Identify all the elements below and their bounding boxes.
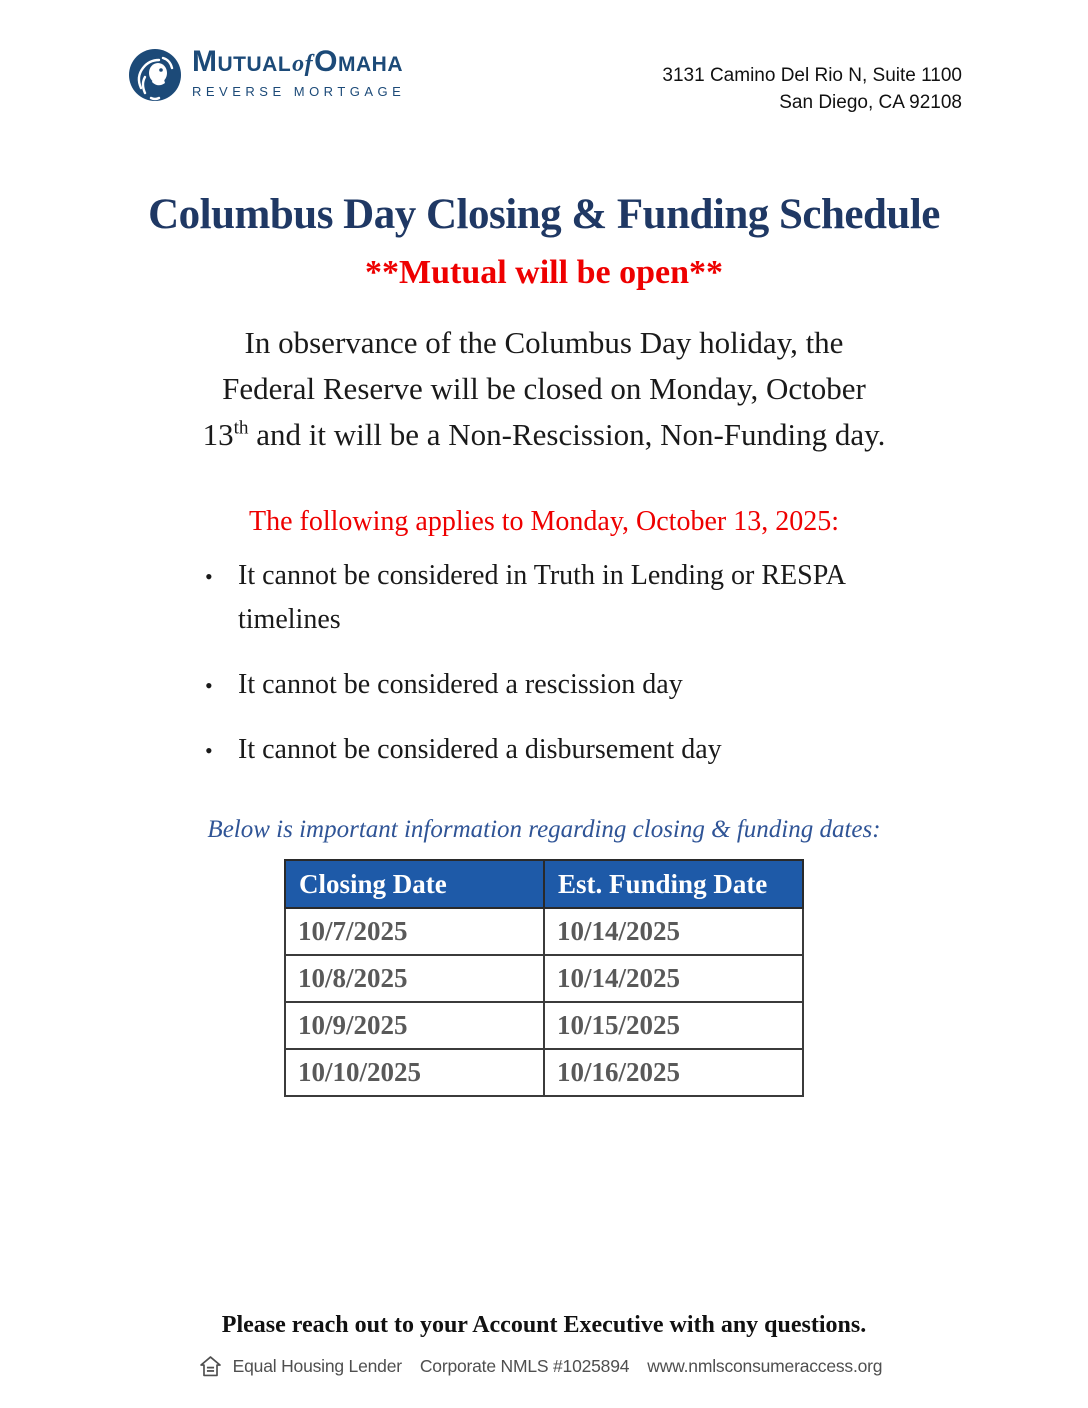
funding-date-cell: 10/16/2025	[544, 1049, 803, 1096]
closing-date-header: Closing Date	[285, 860, 544, 908]
company-address	[662, 46, 962, 116]
closing-date-cell: 10/10/2025	[285, 1049, 544, 1096]
applies-heading: The following applies to Monday, October 13, 2025:	[249, 506, 839, 537]
mutual-of-omaha-logo	[128, 46, 405, 104]
brand-mutual: Mutual	[192, 45, 292, 78]
bullet-item: • It cannot be considered a disbursement day	[205, 728, 870, 772]
closing-date-cell: 10/8/2025	[285, 955, 544, 1002]
table-row	[285, 1049, 803, 1096]
intro-line-3	[0, 412, 1088, 458]
table-header-row	[285, 860, 803, 908]
page-title: Columbus Day Closing & Funding Schedule	[148, 191, 940, 238]
intro-paragraph	[0, 320, 1088, 458]
bullet-item: • It cannot be considered a rescission day	[205, 663, 870, 707]
intro-line-3-date: 13	[202, 417, 234, 452]
brand-tagline: REVERSE MORTGAGE	[192, 84, 406, 99]
applies-bullet-list	[205, 554, 870, 772]
page-subtitle: **Mutual will be open**	[365, 254, 723, 291]
table-row	[285, 908, 803, 955]
table-row	[285, 1002, 803, 1049]
equal-housing-label: Equal Housing Lender	[232, 1356, 402, 1376]
nmls-number: Corporate NMLS #1025894	[419, 1356, 630, 1376]
funding-date-header: Est. Funding Date	[544, 860, 803, 908]
address-line-2: San Diego, CA 92108	[779, 92, 962, 113]
footer-legal-line	[0, 1356, 1088, 1377]
nmls-website: www.nmlsconsumeraccess.org	[647, 1356, 883, 1376]
intro-line-3-ordinal: th	[233, 417, 249, 439]
page-footer	[0, 1312, 1088, 1377]
funding-date-cell: 10/15/2025	[544, 1002, 803, 1049]
equal-housing-lender-icon	[200, 1356, 221, 1377]
brand-omaha: Omaha	[314, 45, 403, 78]
logo-text	[192, 46, 405, 99]
page-header	[0, 0, 1088, 116]
closing-date-cell: 10/7/2025	[285, 908, 544, 955]
bullet-item: • It cannot be considered in Truth in Lending or RESPA timelines	[205, 554, 870, 642]
brand-of: of	[292, 51, 314, 77]
lion-crest-icon	[128, 46, 184, 104]
intro-line-1: In observance of the Columbus Day holiday, the	[244, 325, 844, 360]
intro-line-2: Federal Reserve will be closed on Monday, October	[222, 371, 866, 406]
intro-line-3-rest: and it will be a Non-Rescission, Non-Funding day.	[248, 417, 886, 452]
address-line-1: 3131 Camino Del Rio N, Suite 1100	[662, 65, 962, 86]
brand-name	[192, 46, 405, 80]
footer-contact-note: Please reach out to your Account Executive with any questions.	[221, 1312, 867, 1338]
table-row	[285, 955, 803, 1002]
closing-date-cell: 10/9/2025	[285, 1002, 544, 1049]
table-intro-note: Below is important information regarding closing & funding dates:	[207, 816, 881, 843]
closing-funding-table	[284, 859, 804, 1097]
funding-date-cell: 10/14/2025	[544, 955, 803, 1002]
funding-date-cell: 10/14/2025	[544, 908, 803, 955]
